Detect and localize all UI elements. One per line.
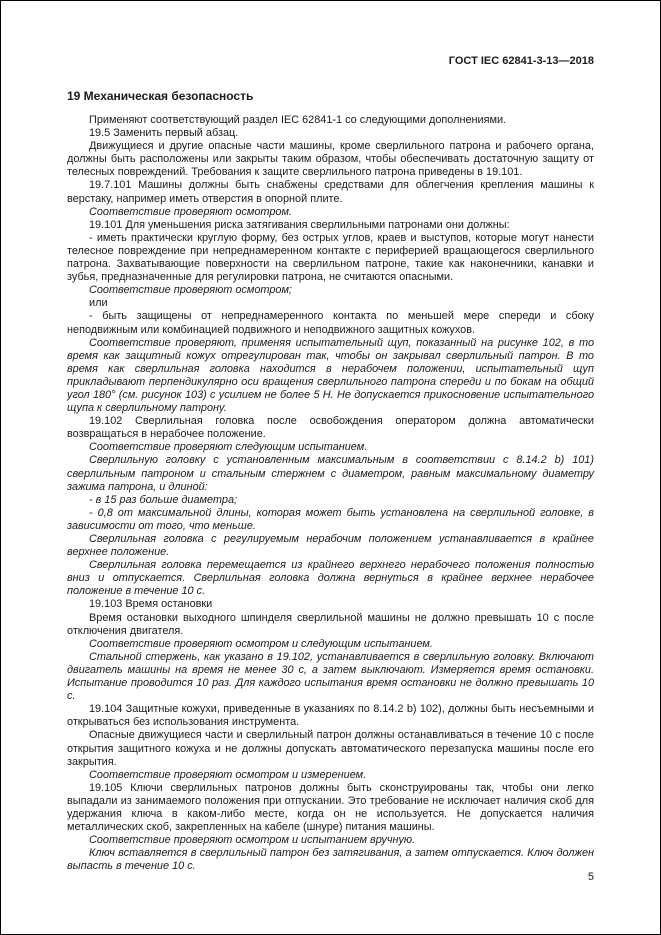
paragraph: Соответствие проверяют, применяя испытательный щуп, показанный на рисунке 102, в то время как защитный кожух отрегулирован так, чтобы он закрывал сверлильный патрон. В то время как сверлильная головка находится в нерабочем положении, испытательный щуп прикладывают перпендикулярно оси вращения сверлильного патрона спереди и по бокам на общий угол 180° (см. рисунок 103) с усилием не более 5 Н. Не допускается прикосновение испытательного щупа к сверлильному патрону. — [67, 336, 594, 415]
section-title: 19 Механическая безопасность — [67, 89, 254, 103]
paragraph: 19.101 Для уменьшения риска затягивания сверлильными патронами они должны: — [89, 218, 510, 231]
page-content-area — [67, 1, 594, 873]
paragraph: 19.104 Защитные кожухи, приведенные в указаниях по 8.14.2 b) 102), должны быть несъемными и открываться без использования инструмента. — [67, 703, 594, 729]
paragraph: Соответствие проверяют осмотром и следующим испытанием. — [89, 637, 433, 650]
page-number: 5 — [587, 871, 594, 883]
paragraph: Соответствие проверяют осмотром и испытанием вручную. — [89, 834, 416, 847]
paragraph: или — [89, 297, 108, 310]
paragraph: 19.103 Время остановки — [89, 598, 213, 611]
paragraph: Соответствие проверяют следующим испытанием. — [89, 441, 368, 454]
paragraph: Ключ вставляется в сверлильный патрон без затягивания, а затем отпускается. Ключ должен выпасть в течение 10 с. — [67, 847, 594, 873]
paragraph: 19.102 Сверлильная головка после освобождения оператором должна автоматически возвращаться в нерабочее положение. — [67, 415, 594, 441]
document-header-standard-number: ГОСТ IEC 62841-3-13—2018 — [448, 55, 594, 67]
paragraph: - 0,8 от максимальной длины, которая может быть установлена на сверлильной головке, в зависимости от того, что меньше. — [67, 506, 594, 532]
paragraph: Сверлильная головка перемещается из крайнего верхнего нерабочего положения полностью вниз и отпускается. Сверлильная головка должна вернуться в крайнее верхнее нерабочее положение в течение 10 с. — [67, 559, 594, 598]
paragraph: Время остановки выходного шпинделя сверлильной машины не должно превышать 10 с после отключения двигателя. — [67, 611, 594, 637]
paragraph: - иметь практически круглую форму, без острых углов, краев и выступов, которые могут нанести телесное повреждение при непреднамеренном контакте с периферией вращающегося сверлильного патрона. Захватывающие поверхности на сверлильном патроне, такие как наконечники, канавки и зубья, предназначенные для регулировки патрона, не считаются опасными. — [67, 231, 594, 284]
paragraph: - в 15 раз больше диаметра; — [89, 493, 238, 506]
paragraph: 19.7.101 Машины должны быть снабжены средствами для облегчения крепления машины к верстаку, например иметь отверстия в опорной плите. — [67, 179, 594, 205]
paragraph: Сверлильную головку с установленным максимальным в соответствии с 8.14.2 b) 101) сверлильным патроном и стальным стержнем с диаметром, равным максимальному диаметру зажима патрона, и длиной: — [67, 454, 594, 493]
paragraph: Соответствие проверяют осмотром. — [89, 205, 292, 218]
paragraph: Соответствие проверяют осмотром и измерением. — [89, 768, 367, 781]
paragraph: Стальной стержень, как указано в 19.102, устанавливается в сверлильную головку. Включают двигатель машины на время не менее 30 с, а затем выключают. Измеряется время остановки. Испытание проводится 10 раз. Для каждого испытания время остановки не должно превышать 10 с. — [67, 650, 594, 703]
paragraph: 19.105 Ключи сверлильных патронов должны быть сконструированы так, чтобы они легко выпадали из занимаемого положения при отпускании. Это требование не исключает наличия скоб для удержания ключа в каком-либо месте, когда он не используется. Не допускается наличия металлических скоб, закрепленных на кабеле (шнуре) питания машины. — [67, 781, 594, 834]
paragraph: 19.5 Заменить первый абзац. — [89, 127, 239, 140]
paragraph: Применяют соответствующий раздел IEC 62841-1 со следующими дополнениями. — [89, 114, 507, 126]
paragraph: Движущиеся и другие опасные части машины, кроме сверлильного патрона и рабочего органа, должны быть расположены или закрыты таким образом, чтобы обеспечивать достаточную защиту от телесных повреждений. Требования к защите сверлильного патрона приведены в 19.101. — [67, 140, 594, 179]
paragraph: - быть защищены от непреднамеренного контакта по меньшей мере спереди и сбоку неподвижным или комбинацией подвижного и неподвижного защитных кожухов. — [67, 310, 594, 336]
paragraph: Опасные движущиеся части и сверлильный патрон должны останавливаться в течение 10 с после открытия защитного кожуха и не должны допускать автоматического перезапуска машины после его закрытия. — [67, 729, 594, 768]
paragraph: Соответствие проверяют осмотром; — [89, 284, 292, 297]
paragraph: Сверлильная головка с регулируемым нерабочим положением устанавливается в крайнее верхнее положение. — [67, 533, 594, 559]
document-body — [67, 114, 594, 873]
